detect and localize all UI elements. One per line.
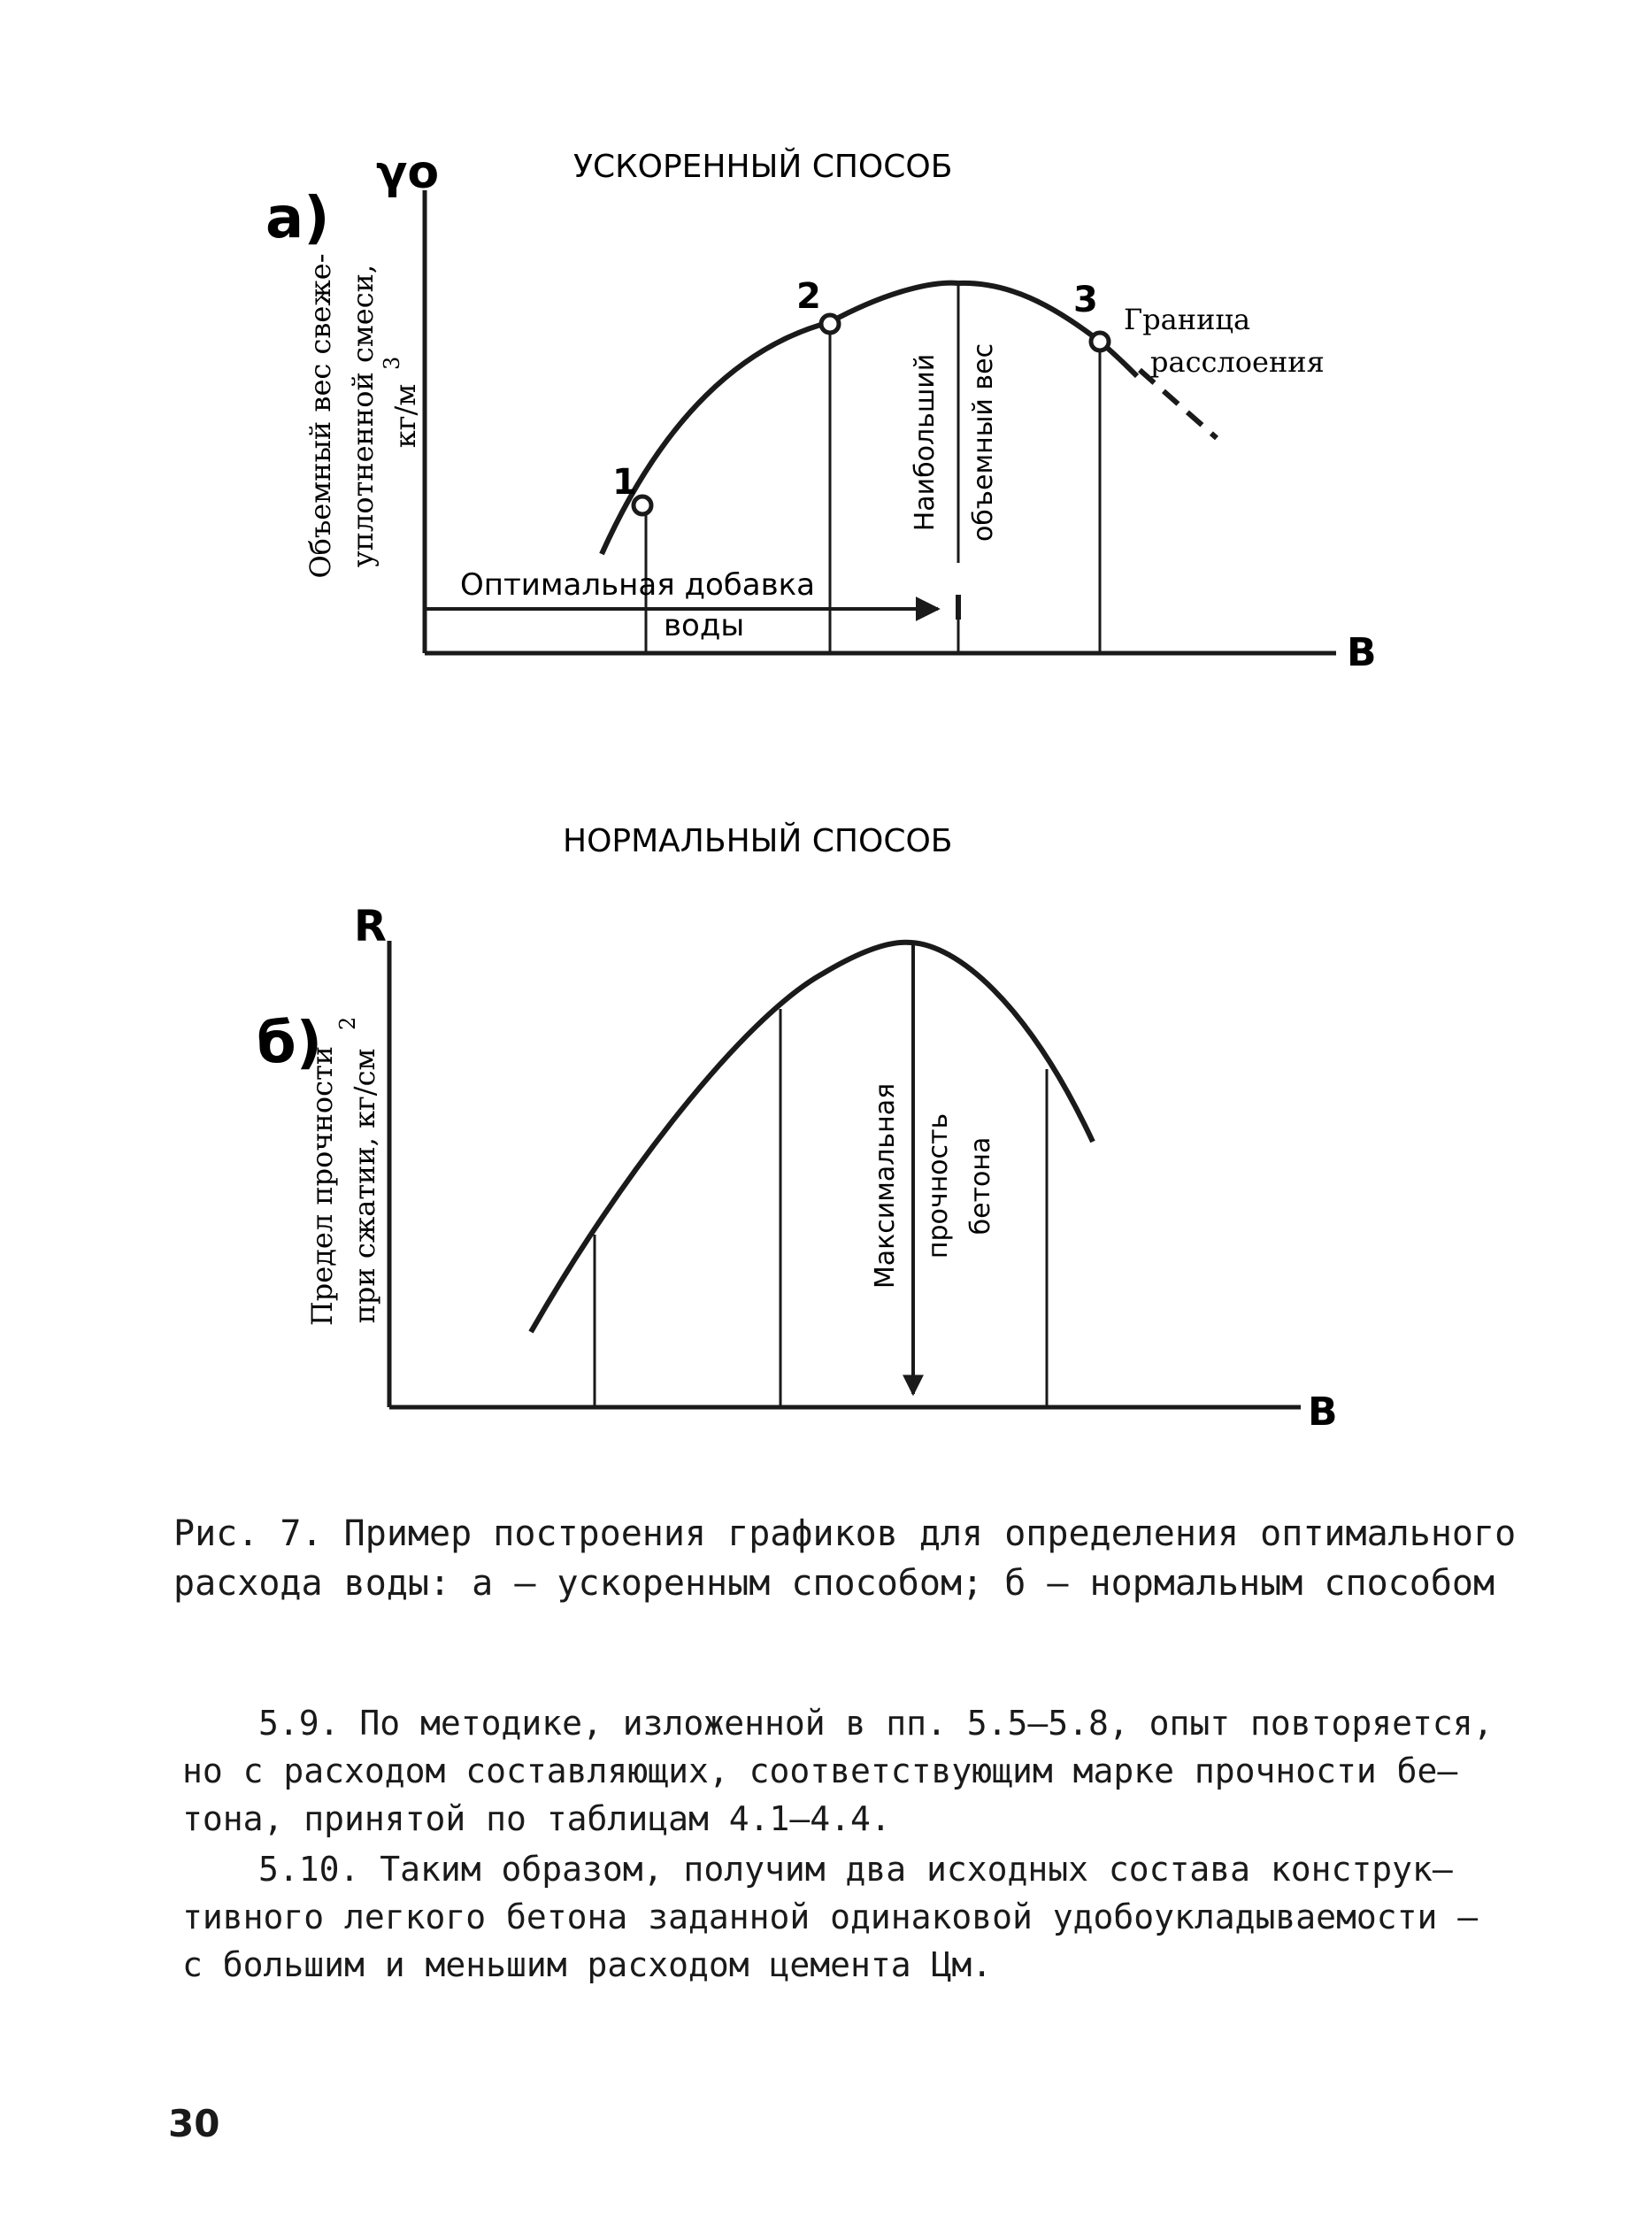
- paragraph-5-10-line-1: 5.10. Таким образом, получим два исходных состава конструк–: [258, 1850, 1453, 1889]
- paragraph-5-9-line-1: 5.9. По методике, изложенной в пп. 5.5–5.8, опыт повторяется,: [258, 1704, 1494, 1743]
- figure-a-x-symbol: В: [1347, 630, 1377, 675]
- figure-a-point-label-3: 3: [1073, 280, 1098, 320]
- paragraph-5-10-line-3: с большим и меньшим расходом цемента Цм.: [182, 1945, 993, 1984]
- paragraph-5-9: [182, 1699, 1518, 1843]
- figure-b-y-symbol: R: [354, 902, 387, 951]
- paragraph-5-9-line-3: тона, принятой по таблицам 4.1–4.4.: [182, 1799, 891, 1838]
- paragraph-5-10-line-2: тивного легкого бетона заданной одинаковой удобоукладываемости –: [182, 1898, 1479, 1936]
- figure-a-point-3: [1091, 333, 1109, 350]
- figure-b-y-label-line1: Предел прочности: [305, 1045, 339, 1327]
- figure-b-title: НОРМАЛЬНЫЙ СПОСОБ: [563, 823, 953, 859]
- caption-line-1: Рис. 7. Пример построения графиков для определения оптимального: [173, 1513, 1517, 1554]
- figure-b: [257, 822, 1338, 1435]
- page-number: 30: [168, 2102, 220, 2145]
- figure-caption: [173, 1509, 1518, 1608]
- figure-a-max-label-line1: Наибольший: [910, 353, 941, 532]
- paragraph-5-9-line-2: но с расходом составляющих, соответствующим марке прочности бе–: [182, 1751, 1458, 1790]
- figure-a-y-label-exponent: 3: [380, 356, 404, 370]
- figure-b-max-label-line3: бетона: [965, 1136, 996, 1236]
- figure-a: [265, 146, 1377, 675]
- figure-a-curve: [602, 283, 1137, 554]
- figure-b-max-label-line1: Максимальная: [870, 1082, 901, 1289]
- figure-a-max-label-line2: объемный вес: [968, 343, 999, 543]
- figure-b-y-label-line2: при сжатии, кг/см: [348, 1048, 381, 1324]
- figure-a-point-label-2: 2: [796, 276, 821, 317]
- figure-b-max-label-line2: прочность: [923, 1112, 954, 1259]
- figure-a-max-label: [910, 343, 999, 542]
- figure-a-title: УСКОРЕННЫЙ СПОСОБ: [573, 149, 953, 185]
- caption-line-2: расхода воды: а – ускоренным способом; б – нормальным способом: [173, 1563, 1495, 1604]
- figure-a-y-label-line3: кг/м: [388, 383, 422, 449]
- figure-b-letter: б): [257, 1011, 322, 1076]
- figure-a-dashed-curve: [1140, 370, 1217, 438]
- figure-a-point-2: [821, 315, 839, 333]
- figure-a-boundary-label-line1: Граница: [1124, 303, 1251, 336]
- figure-b-y-label-exponent: 2: [335, 1016, 360, 1030]
- paragraph-5-10: [182, 1845, 1518, 1989]
- figure-a-y-label: [304, 253, 422, 578]
- figure-a-y-label-line1: Объемный вес свеже-: [304, 253, 337, 579]
- figure-a-optimal-label-line1: Оптимальная добавка: [460, 567, 815, 603]
- figure-b-max-label: [870, 1083, 996, 1289]
- figure-a-y-symbol: γo: [376, 146, 440, 199]
- figure-b-y-label: [305, 1017, 381, 1326]
- figure-a-point-label-1: 1: [612, 462, 637, 503]
- figure-a-boundary-label-line2: расслоения: [1150, 345, 1325, 379]
- figure-b-curve: [531, 943, 1093, 1332]
- figure-a-y-label-line2: уплотненной смеси,: [346, 264, 380, 568]
- figure-b-x-symbol: В: [1308, 1389, 1338, 1435]
- figure-a-letter: а): [265, 186, 330, 251]
- figure-a-optimal-label-line2: воды: [664, 608, 745, 643]
